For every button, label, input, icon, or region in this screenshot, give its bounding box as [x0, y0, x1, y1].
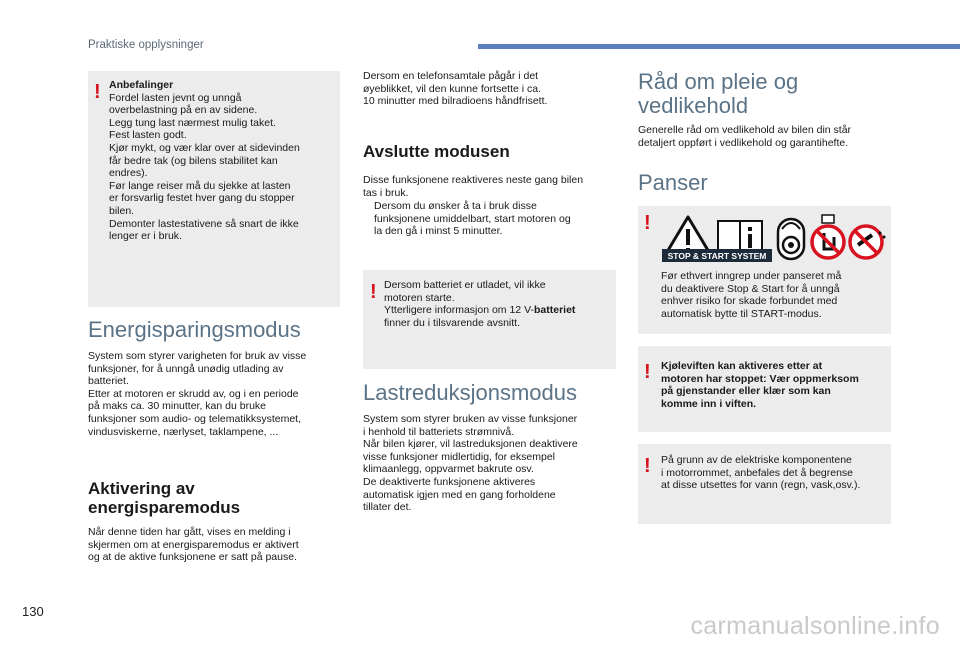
warning-icon: ! — [644, 455, 651, 477]
recommendations-text — [109, 79, 337, 243]
recommendations-title: Anbefalinger — [109, 79, 174, 91]
load-reduction-title: Lastreduksjonsmodus — [363, 380, 578, 405]
exit-mode-text: Disse funksjonene reaktiveres neste gang bilen tas i bruk. — [363, 174, 584, 199]
rec-line: Kjør mykt, og vær klar over at sidevinden får bedre tak (og bilens stabilitet kan endres). — [109, 141, 300, 180]
warning-icon: ! — [644, 361, 651, 383]
rec-line: Legg tung last nærmest mulig taket. — [109, 116, 276, 129]
energy-saving-title: Energisparingsmodus — [88, 317, 301, 342]
exit-mode-title: Avslutte modusen — [363, 142, 510, 161]
watermark: carmanualsonline.info — [690, 612, 940, 640]
engine-warning-icons — [660, 213, 888, 263]
page-number: 130 — [22, 604, 44, 619]
rec-line: Fest lasten godt. — [109, 129, 187, 142]
load-reduction-text: System som styrer bruken av visse funksjoner i henhold til batteriets strømnivå. Når bilen kjører, vil lastreduksjonen deaktivere visse funksjoner midlertidig, for eksempel klimaanlegg, oppvarmet bakrute osv. De deaktiverte funksjonene aktiveres automatisk igjen med en gang forholdene tillater det. — [363, 413, 578, 514]
section-header: Praktiske opplysninger — [88, 39, 204, 51]
warning-icon: ! — [644, 212, 651, 234]
warning-icon: ! — [370, 281, 377, 303]
hood-title: Panser — [638, 170, 708, 195]
rec-line: Før lange reiser må du sjekke at lasten er forsvarlig festet hver gang du stopper bilen. — [109, 179, 295, 217]
energy-saving-text: System som styrer varigheten for bruk av visse funksjoner, for å unngå unødig utlading av batteriet. Etter at motoren er skrudd av, og i en periode på maks ca. 30 minutter, kan du bruke funksjoner som audio- og telematikksystemet, vindusviskerne, nærlyset, taklampene, ... — [88, 350, 307, 438]
bullet-icon — [363, 200, 374, 238]
phone-call-text: Dersom en telefonsamtale pågår i det øyeblikket, vil den kunne fortsette i ca. 10 minutter med bilradioens håndfrisett. — [363, 70, 548, 108]
header-accent-bar — [478, 44, 960, 49]
care-title: Råd om pleie og vedlikehold — [638, 69, 799, 118]
battery-line-1: Dersom batteriet er utladet, vil ikke motoren starte. — [384, 279, 546, 304]
battery-line-2-pre: Ytterligere informasjon om 12 V- — [384, 304, 534, 317]
stop-start-label: STOP & START SYSTEM — [667, 251, 767, 261]
no-spray-icon — [850, 226, 886, 258]
exit-bullet-text: Dersom du ønsker å ta i bruk disse funksjonene umiddelbart, start motoren og la den gå i minst 5 minutter. — [374, 200, 571, 238]
rec-line: Demonter lastestativene så snart de ikke lenger er i bruk. — [109, 217, 299, 243]
battery-line-3: finner du i tilsvarende avsnitt. — [384, 316, 520, 329]
rec-line: Fordel lasten jevnt og unngå overbelastning på en av sidene. — [109, 91, 258, 117]
activation-title: Aktivering av energisparemodus — [88, 479, 241, 517]
water-warning-text: På grunn av de elektriske komponentene i motorrommet, anbefales det å begrense at disse utsettes for vann (regn, vask,osv.). — [661, 454, 861, 492]
battery-note-text — [384, 279, 612, 329]
hood-warning-text: Før ethvert inngrep under panseret må du deaktivere Stop & Start for å unngå enhver risiko for skade forbundet med automatisk bytte til START-modus. — [661, 270, 842, 320]
care-text: Generelle råd om vedlikehold av bilen din står detaljert oppført i vedlikehold og garantihefte. — [638, 124, 852, 149]
no-hand-icon — [812, 215, 844, 258]
activation-text: Når denne tiden har gått, vises en melding i skjermen om at energisparemodus er aktivert og at de aktive funksjonene er satt på pause. — [88, 526, 299, 564]
warning-icon: ! — [94, 81, 101, 103]
battery-line-2 — [384, 304, 612, 317]
exit-mode-bullet — [363, 200, 618, 238]
fan-warning-text: Kjøleviften kan aktiveres etter at motoren har stoppet: Vær oppmerksom på gjenstander eller klær som kan komme inn i viften. — [661, 360, 859, 410]
fan-belt-icon — [778, 219, 804, 259]
battery-word: batteriet — [533, 304, 576, 317]
